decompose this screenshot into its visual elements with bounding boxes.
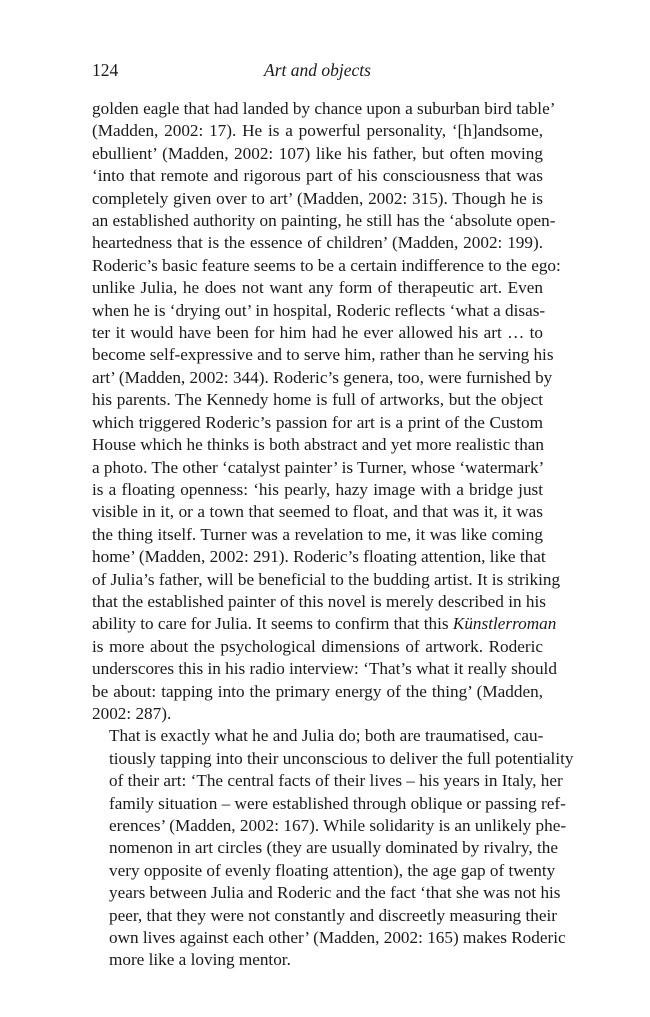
text-line: is more about the psychological dimensions of artwork. Roderic: [92, 636, 543, 656]
body-text: [92, 98, 574, 972]
text-line: Roderic’s basic feature seems to be a certain indifference to the ego:: [92, 255, 561, 275]
text-line: erences’ (Madden, 2002: 167). While solidarity is an unlikely phe-: [109, 816, 567, 835]
text-line: That is exactly what he and Julia do; both are traumatised, cau-: [109, 726, 544, 746]
text-line: unlike Julia, he does not want any form of therapeutic art. Even: [92, 278, 543, 298]
text-line: art’ (Madden, 2002: 344). Roderic’s genera, too, were furnished by: [92, 367, 553, 387]
text-line: 2002: 287).: [92, 703, 172, 723]
text-line: nomenon in art circles (they are usually dominated by rivalry, the: [109, 838, 558, 858]
text-line: underscores this in his radio interview: ‘That’s what it really should: [92, 659, 557, 679]
paragraph-1: [92, 98, 561, 725]
text-line: visible in it, or a town that seemed to float, and that was it, it was: [92, 502, 543, 522]
text-line-with-italic: [92, 613, 557, 635]
text-line: ‘into that remote and rigorous part of his consciousness that was: [92, 166, 543, 186]
paragraph-2: [92, 725, 574, 971]
text-line: years between Julia and Roderic and the fact ‘that she was not his: [109, 883, 561, 903]
text-line: ebullient’ (Madden, 2002: 107) like his father, but often moving: [92, 143, 543, 163]
text-line: ter it would have been for him had he ever allowed his art … to: [92, 323, 543, 343]
text-line: (Madden, 2002: 17). He is a powerful personality, ‘[h]andsome,: [92, 121, 543, 141]
text-line: very opposite of evenly floating attention), the age gap of twenty: [109, 860, 556, 880]
text-line: is a floating openness: ‘his pearly, hazy image with a bridge just: [92, 479, 543, 499]
text-line: be about: tapping into the primary energy of the thing’ (Madden,: [92, 681, 543, 701]
text-line: his parents. The Kennedy home is full of artworks, but the object: [92, 390, 543, 410]
text-line: golden eagle that had landed by chance upon a suburban bird table’: [92, 99, 556, 118]
text-line: an established authority on painting, he still has the ‘absolute open-: [92, 211, 556, 231]
text-line: House which he thinks is both abstract and yet more realistic than: [92, 435, 545, 455]
text-line: more like a loving mentor.: [109, 950, 291, 970]
text-line: a photo. The other ‘catalyst painter’ is Turner, whose ‘watermark’: [92, 457, 545, 477]
text-line: that the established painter of this novel is merely described in his: [92, 591, 546, 611]
page-header: [92, 60, 543, 84]
text-line: own lives against each other’ (Madden, 2002: 165) makes Roderic: [109, 928, 566, 948]
italic-term: Künstlerroman: [452, 614, 557, 634]
text-segment: ability to care for Julia. It seems to confirm that this: [92, 614, 453, 634]
running-head: Art and objects: [264, 60, 371, 80]
text-line: tiously tapping into their unconscious to deliver the full potentiality: [109, 748, 574, 768]
text-line: home’ (Madden, 2002: 291). Roderic’s floating attention, like that: [92, 547, 546, 567]
page-number: 124: [92, 60, 119, 80]
text-line: family situation – were established through oblique or passing ref-: [109, 793, 566, 813]
text-line: which triggered Roderic’s passion for art is a print of the Custom: [92, 412, 543, 432]
text-line: when he is ‘drying out’ in hospital, Roderic reflects ‘what a disas-: [92, 300, 546, 320]
text-line: completely given over to art’ (Madden, 2002: 315). Though he is: [92, 188, 543, 208]
text-line: peer, that they were not constantly and discreetly measuring their: [109, 905, 557, 925]
text-line: of Julia’s father, will be beneficial to the budding artist. It is striking: [92, 569, 561, 589]
text-line: heartedness that is the essence of children’ (Madden, 2002: 199).: [92, 233, 543, 253]
text-line: of their art: ‘The central facts of their lives – his years in Italy, her: [109, 771, 563, 791]
text-line: become self-expressive and to serve him, rather than he serving his: [92, 345, 554, 365]
text-line: the thing itself. Turner was a revelation to me, it was like coming: [92, 524, 543, 544]
